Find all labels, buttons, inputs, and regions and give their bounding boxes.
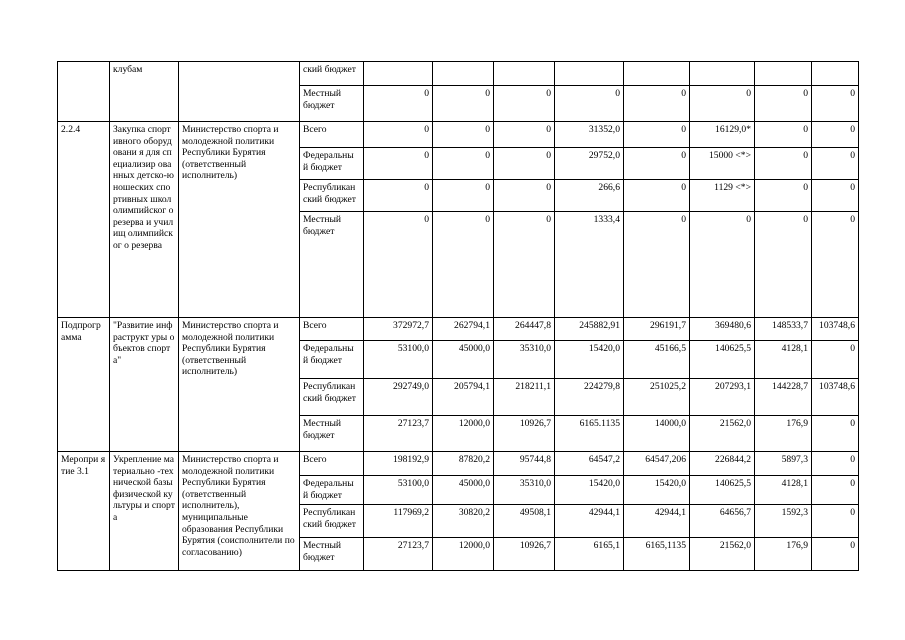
name-cell: Закупка спортивного оборудовани я для специализир ованных детско-юношеских спортивных школ олимпийског о резерва и училищ олимпийског о резерва xyxy=(110,122,179,318)
value-cell: 103748,6 xyxy=(812,318,859,341)
value-cell: 0 xyxy=(624,86,690,122)
value-cell: 0 xyxy=(364,180,433,212)
value-cell: 0 xyxy=(812,212,859,318)
value-cell: 64547,206 xyxy=(624,452,690,476)
source-cell: Всего xyxy=(300,318,364,341)
budget-table xyxy=(57,61,859,571)
source-cell: Федеральны й бюджет xyxy=(300,341,364,379)
value-cell: 45166,5 xyxy=(624,341,690,379)
value-cell: 207293,1 xyxy=(690,379,755,416)
value-cell: 10926,7 xyxy=(494,538,555,571)
value-cell: 95744,8 xyxy=(494,452,555,476)
value-cell: 64547,2 xyxy=(555,452,624,476)
executor-cell xyxy=(179,62,300,122)
value-cell: 0 xyxy=(812,122,859,148)
value-cell: 0 xyxy=(755,122,812,148)
value-cell: 262794,1 xyxy=(433,318,494,341)
source-cell: Местный бюджет xyxy=(300,212,364,318)
value-cell: 0 xyxy=(433,86,494,122)
code-cell xyxy=(58,62,110,122)
value-cell: 0 xyxy=(812,476,859,505)
value-cell: 245882,91 xyxy=(555,318,624,341)
value-cell: 0 xyxy=(494,122,555,148)
value-cell: 64656,7 xyxy=(690,505,755,538)
source-cell: ский бюджет xyxy=(300,62,364,86)
value-cell: 5897,3 xyxy=(755,452,812,476)
value-cell: 6165,1 xyxy=(555,538,624,571)
value-cell: 369480,6 xyxy=(690,318,755,341)
value-cell: 226844,2 xyxy=(690,452,755,476)
source-cell: Всего xyxy=(300,122,364,148)
value-cell: 0 xyxy=(433,180,494,212)
value-cell: 176,9 xyxy=(755,538,812,571)
value-cell: 218211,1 xyxy=(494,379,555,416)
value-cell: 0 xyxy=(494,212,555,318)
table-row xyxy=(58,62,859,86)
executor-cell: Министерство спорта и молодежной политики Республики Бурятия (ответственный исполнитель) xyxy=(179,122,300,318)
value-cell: 0 xyxy=(364,86,433,122)
value-cell: 29752,0 xyxy=(555,148,624,180)
value-cell: 0 xyxy=(755,148,812,180)
value-cell xyxy=(555,62,624,86)
value-cell: 148533,7 xyxy=(755,318,812,341)
value-cell: 0 xyxy=(494,180,555,212)
value-cell: 87820,2 xyxy=(433,452,494,476)
value-cell xyxy=(494,62,555,86)
value-cell: 27123,7 xyxy=(364,416,433,452)
value-cell: 35310,0 xyxy=(494,341,555,379)
value-cell: 224279,8 xyxy=(555,379,624,416)
value-cell: 0 xyxy=(624,148,690,180)
value-cell xyxy=(433,62,494,86)
value-cell: 140625,5 xyxy=(690,476,755,505)
value-cell: 0 xyxy=(624,212,690,318)
source-cell: Федеральны й бюджет xyxy=(300,148,364,180)
value-cell: 53100,0 xyxy=(364,341,433,379)
value-cell: 266,6 xyxy=(555,180,624,212)
value-cell: 198192,9 xyxy=(364,452,433,476)
value-cell: 21562,0 xyxy=(690,416,755,452)
table-row xyxy=(58,452,859,476)
value-cell: 0 xyxy=(690,86,755,122)
value-cell: 15420,0 xyxy=(555,476,624,505)
value-cell: 0 xyxy=(433,148,494,180)
table-body xyxy=(58,62,859,571)
value-cell: 42944,1 xyxy=(624,505,690,538)
value-cell: 176,9 xyxy=(755,416,812,452)
value-cell: 0 xyxy=(812,416,859,452)
source-cell: Республикан ский бюджет xyxy=(300,505,364,538)
value-cell xyxy=(690,62,755,86)
value-cell: 45000,0 xyxy=(433,341,494,379)
value-cell: 15420,0 xyxy=(555,341,624,379)
value-cell: 292749,0 xyxy=(364,379,433,416)
value-cell: 21562,0 xyxy=(690,538,755,571)
value-cell: 12000,0 xyxy=(433,416,494,452)
value-cell: 0 xyxy=(494,86,555,122)
source-cell: Республикан ский бюджет xyxy=(300,379,364,416)
value-cell: 0 xyxy=(812,86,859,122)
value-cell: 14000,0 xyxy=(624,416,690,452)
source-cell: Местный бюджет xyxy=(300,86,364,122)
value-cell: 4128,1 xyxy=(755,476,812,505)
value-cell: 0 xyxy=(364,148,433,180)
value-cell: 0 xyxy=(433,212,494,318)
value-cell: 30820,2 xyxy=(433,505,494,538)
source-cell: Местный бюджет xyxy=(300,416,364,452)
value-cell: 0 xyxy=(755,212,812,318)
value-cell: 27123,7 xyxy=(364,538,433,571)
value-cell: 6165.1135 xyxy=(555,416,624,452)
source-cell: Республикан ский бюджет xyxy=(300,180,364,212)
value-cell: 264447,8 xyxy=(494,318,555,341)
value-cell: 205794,1 xyxy=(433,379,494,416)
executor-cell: Министерство спорта и молодежной политики Республики Бурятия (ответственный исполнитель), муниципальные образования Республики Бурятия (соисполнители по согласованию) xyxy=(179,452,300,571)
value-cell: 0 xyxy=(812,148,859,180)
value-cell: 31352,0 xyxy=(555,122,624,148)
value-cell: 45000,0 xyxy=(433,476,494,505)
source-cell: Всего xyxy=(300,452,364,476)
value-cell: 4128,1 xyxy=(755,341,812,379)
value-cell: 42944,1 xyxy=(555,505,624,538)
value-cell: 0 xyxy=(812,180,859,212)
value-cell: 0 xyxy=(755,180,812,212)
source-cell: Местный бюджет xyxy=(300,538,364,571)
value-cell: 10926,7 xyxy=(494,416,555,452)
code-cell: Подпрогр амма xyxy=(58,318,110,452)
value-cell: 0 xyxy=(690,212,755,318)
executor-cell: Министерство спорта и молодежной политики Республики Бурятия (ответственный исполнитель) xyxy=(179,318,300,452)
value-cell: 296191,7 xyxy=(624,318,690,341)
value-cell: 140625,5 xyxy=(690,341,755,379)
value-cell: 144228,7 xyxy=(755,379,812,416)
table-row xyxy=(58,122,859,148)
value-cell: 49508,1 xyxy=(494,505,555,538)
value-cell: 0 xyxy=(812,538,859,571)
value-cell xyxy=(812,62,859,86)
value-cell: 53100,0 xyxy=(364,476,433,505)
value-cell: 0 xyxy=(812,452,859,476)
value-cell: 103748,6 xyxy=(812,379,859,416)
code-cell: Меропри ятие 3.1 xyxy=(58,452,110,571)
value-cell xyxy=(364,62,433,86)
value-cell: 0 xyxy=(812,341,859,379)
value-cell: 0 xyxy=(624,122,690,148)
value-cell: 0 xyxy=(364,212,433,318)
value-cell: 0 xyxy=(555,86,624,122)
value-cell: 1592,3 xyxy=(755,505,812,538)
value-cell: 6165,1135 xyxy=(624,538,690,571)
value-cell: 0 xyxy=(812,505,859,538)
value-cell xyxy=(755,62,812,86)
value-cell: 15420,0 xyxy=(624,476,690,505)
value-cell: 15000 <*> xyxy=(690,148,755,180)
value-cell xyxy=(624,62,690,86)
value-cell: 0 xyxy=(433,122,494,148)
name-cell: Укрепление материально -технической базы физической культуры и спорта xyxy=(110,452,179,571)
value-cell: 0 xyxy=(364,122,433,148)
value-cell: 1333,4 xyxy=(555,212,624,318)
value-cell: 16129,0* xyxy=(690,122,755,148)
table-row xyxy=(58,318,859,341)
name-cell: клубам xyxy=(110,62,179,122)
value-cell: 251025,2 xyxy=(624,379,690,416)
value-cell: 0 xyxy=(494,148,555,180)
name-cell: "Развитие инфраструкт уры объектов спорта" xyxy=(110,318,179,452)
value-cell: 0 xyxy=(755,86,812,122)
value-cell: 35310,0 xyxy=(494,476,555,505)
value-cell: 117969,2 xyxy=(364,505,433,538)
value-cell: 372972,7 xyxy=(364,318,433,341)
source-cell: Федеральны й бюджет xyxy=(300,476,364,505)
value-cell: 1129 <*> xyxy=(690,180,755,212)
value-cell: 12000,0 xyxy=(433,538,494,571)
value-cell: 0 xyxy=(624,180,690,212)
code-cell: 2.2.4 xyxy=(58,122,110,318)
